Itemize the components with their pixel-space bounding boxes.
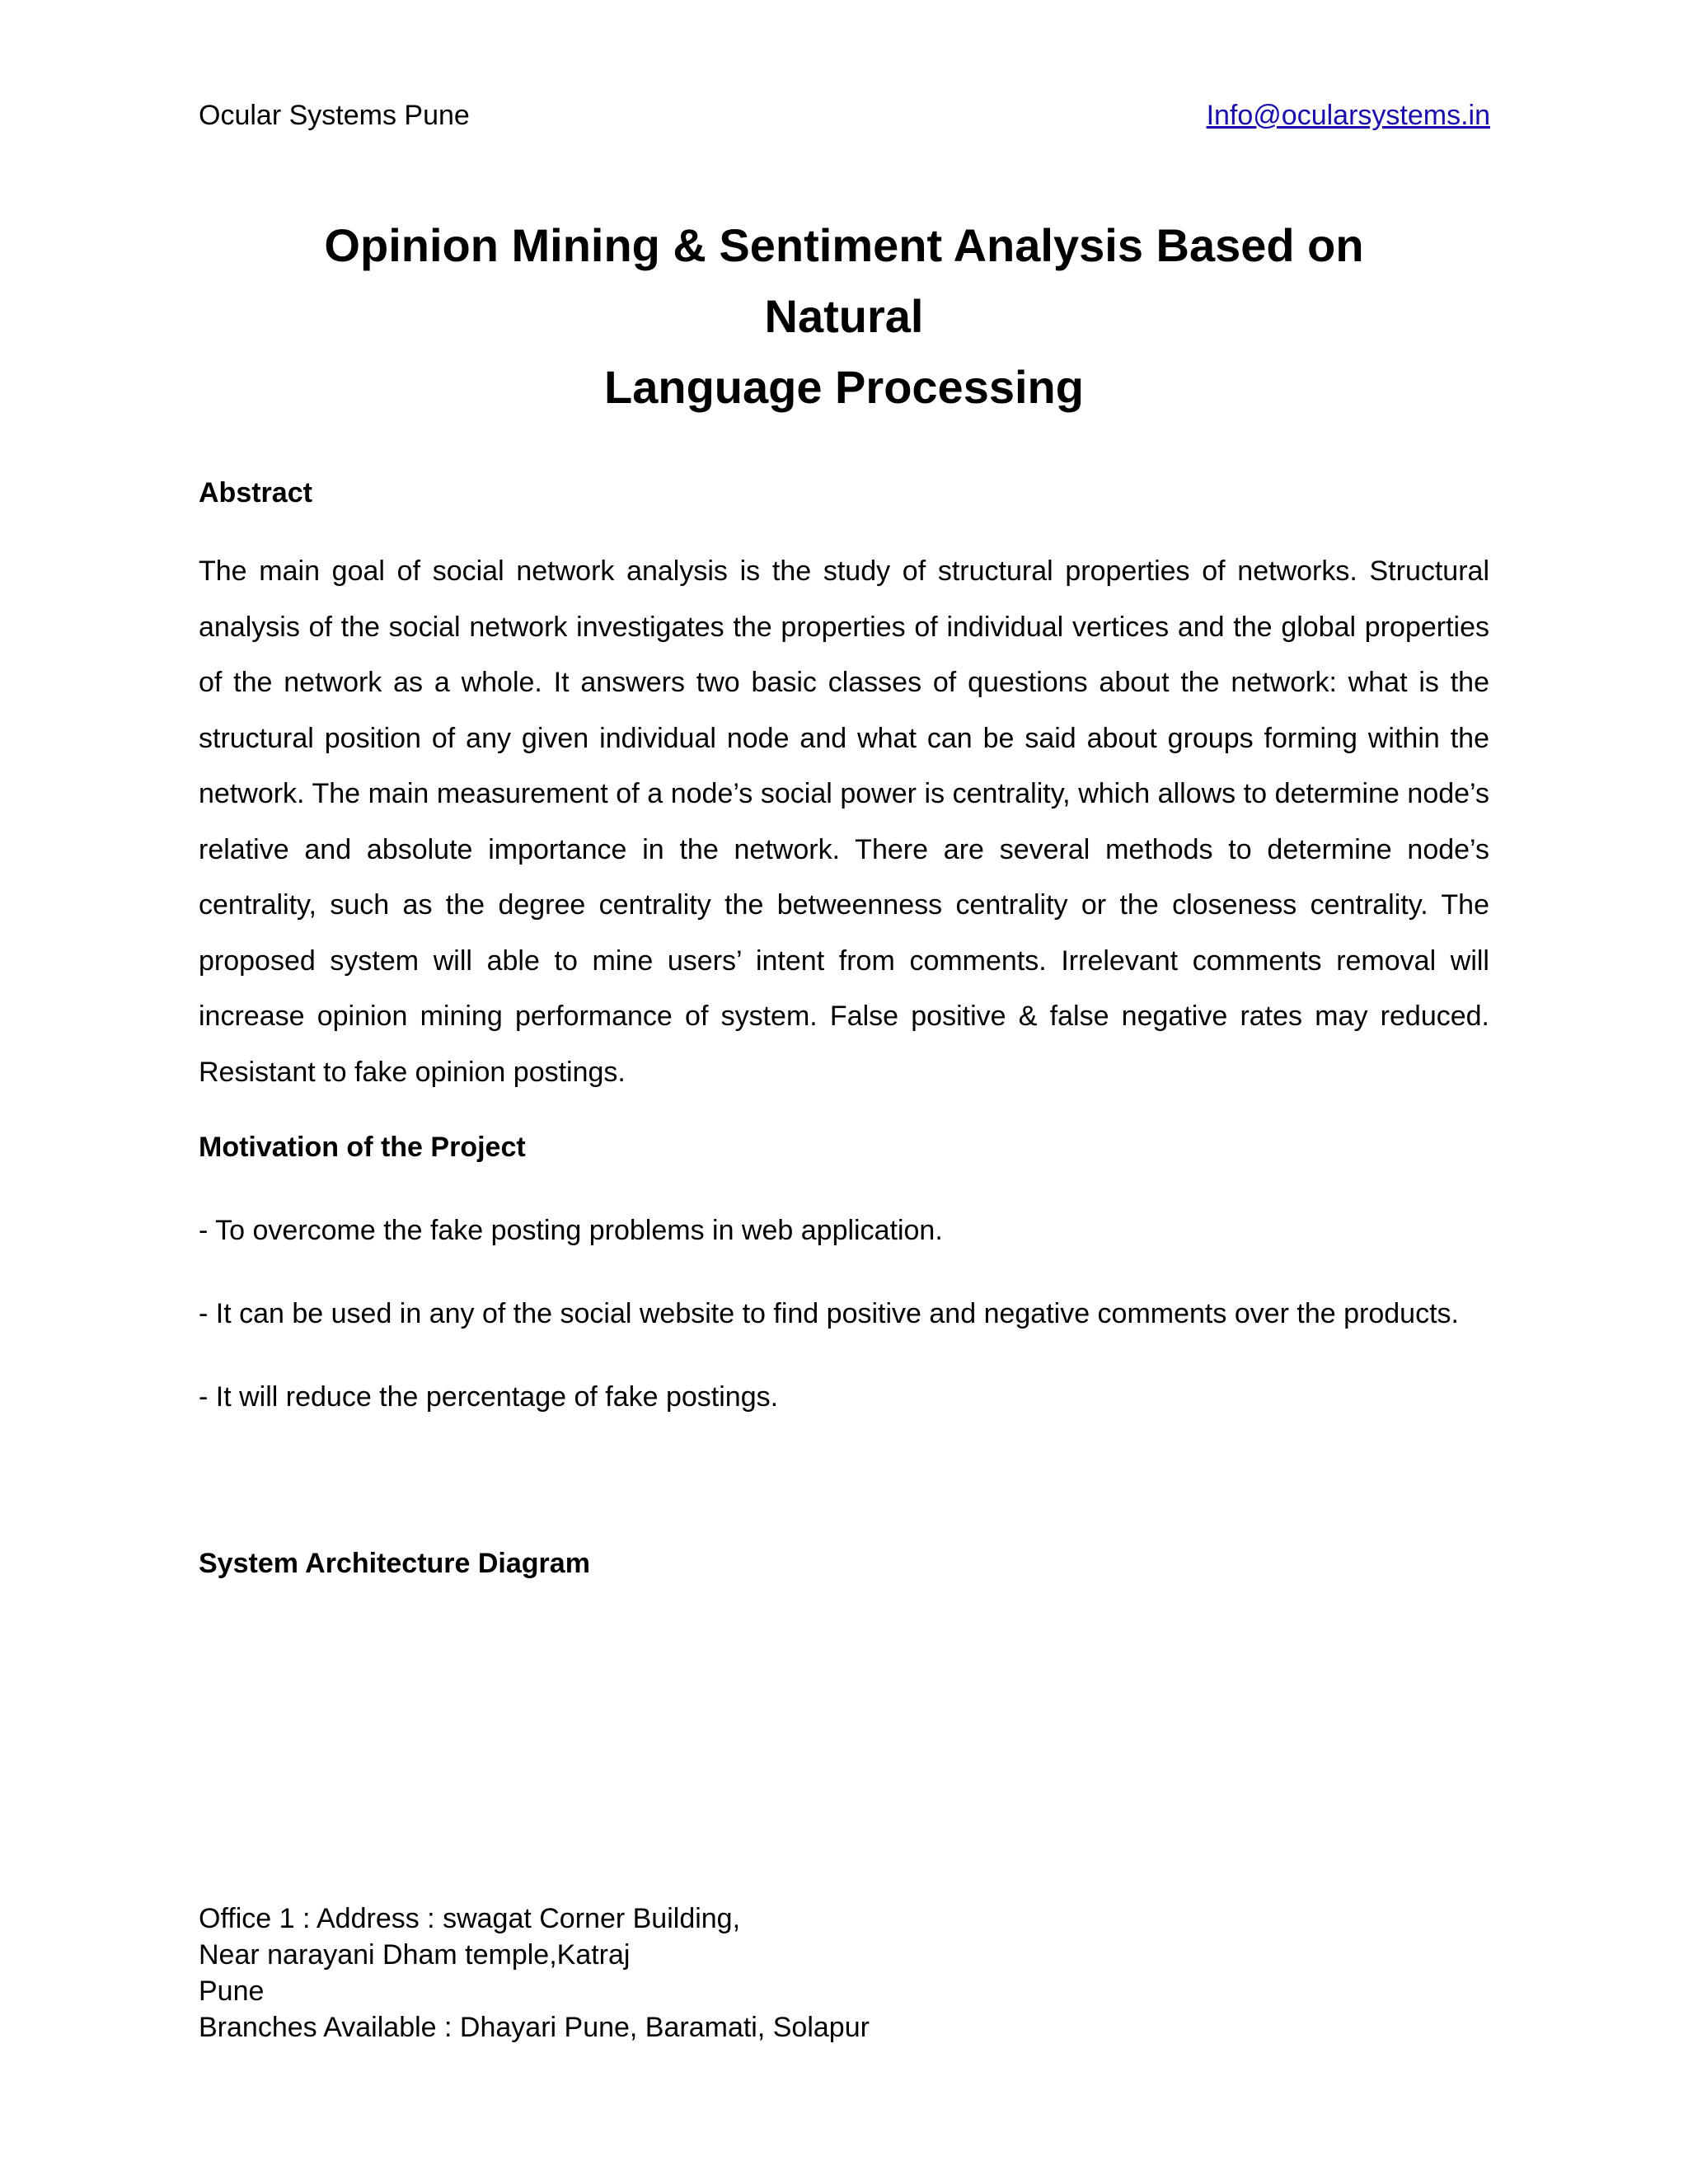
abstract-heading: Abstract <box>199 477 312 509</box>
address-line: Near narayani Dham temple,Katraj <box>199 1939 631 1971</box>
title-line-1: Opinion Mining & Sentiment Analysis Based on Natural <box>324 219 1364 342</box>
address-line: Pune <box>199 1975 265 2007</box>
document-title <box>247 210 1441 423</box>
motivation-heading: Motivation of the Project <box>199 1132 526 1163</box>
address-line: Office 1 : Address : swagat Corner Building, <box>199 1903 741 1934</box>
address-line: Branches Available : Dhayari Pune, Baramati, Solapur <box>199 2012 870 2043</box>
abstract-paragraph: The main goal of social network analysis is the study of structural properties of networks. Structural analysis of the social network investigates the properties of individual vertices and the global properties of the network as a whole. It answers two basic classes of questions about the network: what is the structural position of any given individual node and what can be said about groups forming within the network. The main measurement of a node’s social power is centrality, which allows to determine node’s relative and absolute importance in the network. There are several methods to determine node’s centrality, such as the degree centrality the betweenness centrality or the closeness centrality. The proposed system will able to mine users’ intent from comments. Irrelevant comments removal will increase opinion mining performance of system. False positive & false negative rates may reduced. Resistant to fake opinion postings. <box>199 555 1489 1088</box>
header-email-link[interactable]: Info@ocularsystems.in <box>1206 100 1490 131</box>
motivation-item: - It will reduce the percentage of fake postings. <box>199 1381 779 1413</box>
motivation-item: - To overcome the fake posting problems in web application. <box>199 1215 943 1246</box>
footer-address <box>199 1900 870 2046</box>
architecture-heading: System Architecture Diagram <box>199 1548 590 1579</box>
title-line-2: Language Processing <box>604 361 1084 413</box>
header-company-name: Ocular Systems Pune <box>199 100 470 131</box>
motivation-item: - It can be used in any of the social website to find positive and negative comments over the products. <box>199 1298 1459 1329</box>
